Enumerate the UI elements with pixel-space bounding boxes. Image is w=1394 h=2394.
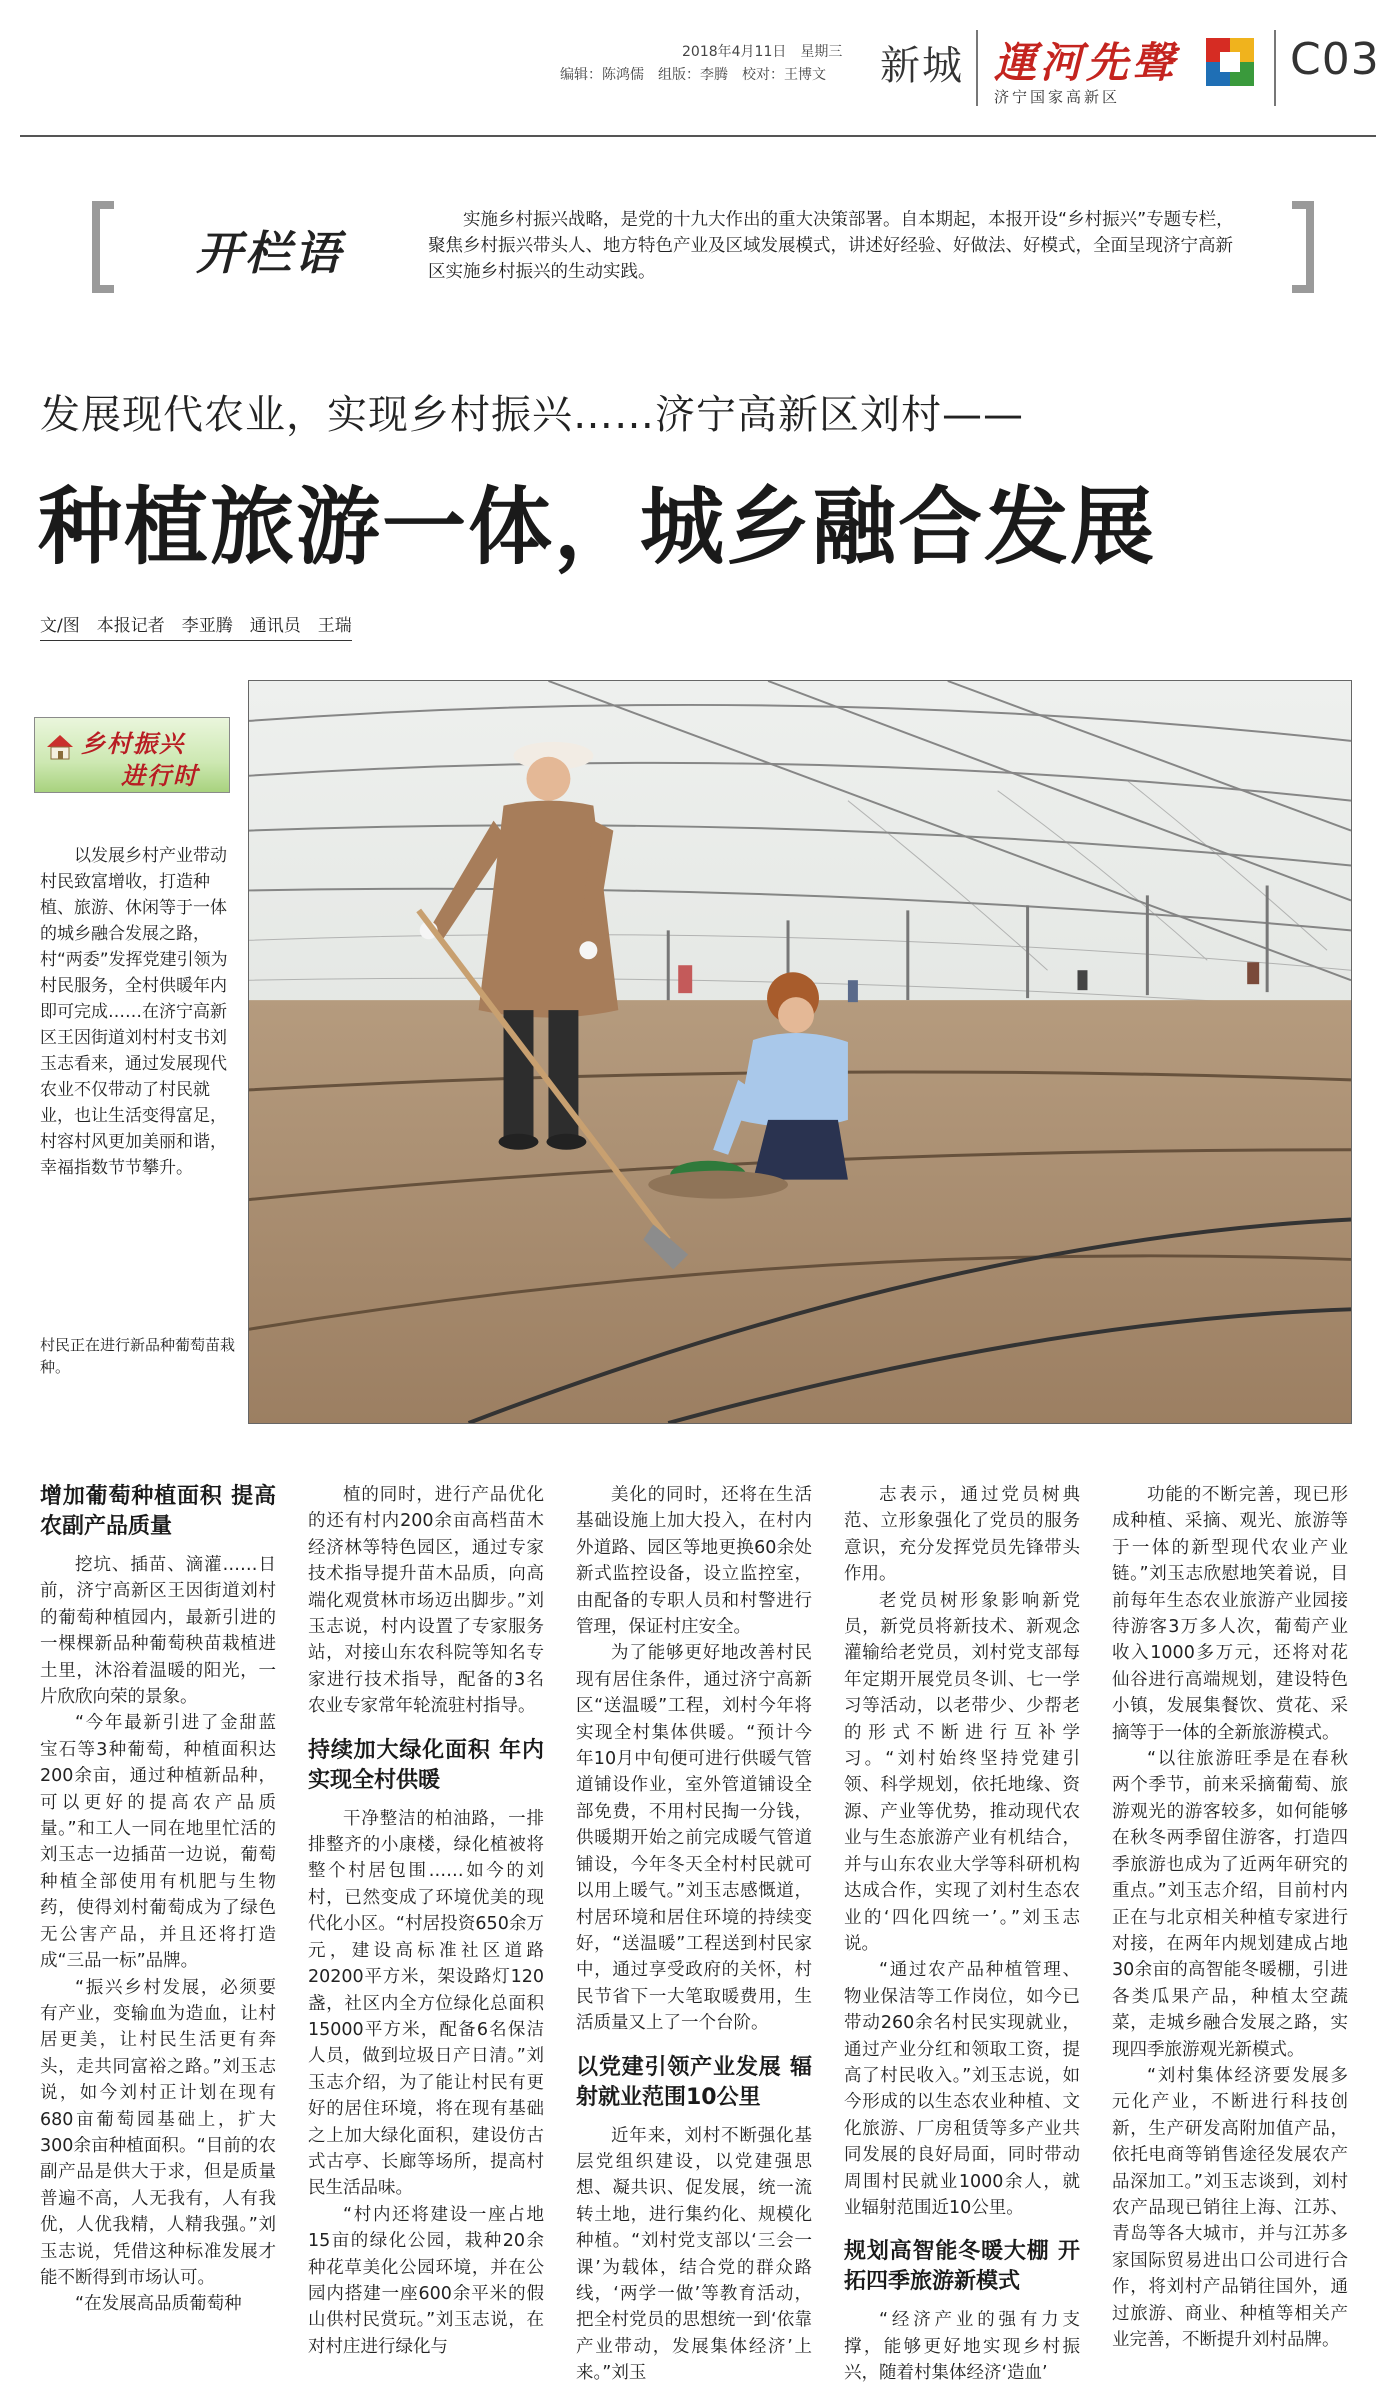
section-subheading: 持续加大绿化面积 年内实现全村供暖: [308, 1737, 544, 1793]
body-paragraph: “经济产业的强有力支撑，能够更好地实现乡村振兴，随着村集体经济‘造血’: [844, 2310, 1080, 2384]
house-icon: [45, 732, 75, 762]
article-byline: 文/图 本报记者 李亚腾 通讯员 王瑞: [40, 611, 352, 641]
masthead-divider: [1274, 30, 1276, 106]
brand-logo-icon: [1204, 36, 1256, 88]
section-subheading: 以党建引领产业发展 辐射就业范围10公里: [576, 2054, 812, 2110]
article-kicker: 发展现代农业，实现乡村振兴……济宁高新区刘村——: [40, 392, 1024, 438]
newspaper-brand: 運河先聲: [994, 38, 1179, 87]
article-photo: [248, 680, 1352, 1424]
editor-credits: 编辑：陈鸿儒 组版：李腾 校对：王博文: [560, 67, 826, 83]
section-name: 新城: [880, 43, 964, 89]
body-paragraph: “村内还将建设一座占地15亩的绿化公园，栽种20余种花草美化公园环境，并在公园内搭建一座600余平米的假山供村民赏玩。”刘玉志说，在对村庄进行绿化与: [308, 2204, 544, 2357]
masthead-divider: [976, 30, 978, 106]
article-headline: 种植旅游一体，城乡融合发展: [38, 477, 1157, 576]
body-paragraph: “振兴乡村发展，必须要有产业，变输血为造血，让村居更美，让村民生活更有奔头，走共同富裕之路。”刘玉志说，如今刘村正计划在现有680亩葡萄园基础上，扩大300余亩种植面积。“目前的农副产品是供大于求，但是质量普遍不高，人无我有，人有我优，人优我精，人精我强。”刘玉志说，凭借这种标准发展才能不断得到市场认可。: [40, 1977, 276, 2288]
article-column-4: [844, 1482, 1080, 2387]
issue-date: 2018年4月11日 星期三: [682, 44, 843, 60]
body-paragraph: “今年最新引进了金甜蓝宝石等3种葡萄，种植面积达200余亩，通过种植新品种，可以更好的提高农产品质量。”和工人一同在地里忙活的刘玉志一边插苗一边说，葡萄种植全部使用有机肥与生物药，使得刘村葡萄成为了绿色无公害产品，并且还将打造成“三品一标”品牌。: [40, 1713, 276, 1972]
body-paragraph: 为了能够更好地改善村民现有居住条件，通过济宁高新区“送温暖”工程，刘村今年将实现全村集体供暖。“预计今年10月中旬便可进行供暖气管道铺设作业，室外管道铺设全部免费，不用村民掏一分钱，供暖期开始之前完成暖气管道铺设，今年冬天全村村民就可以用上暖气。”刘玉志感慨道，村居环境和居住环境的持续变好，“送温暖”工程送到村民家中，通过享受政府的关怀，村民节省下一大笔取暖费用，生活质量又上了一个台阶。: [576, 1643, 812, 2034]
badge-line-2: 进行时: [121, 762, 199, 790]
body-paragraph: 近年来，刘村不断强化基层党组织建设，以党建强思想、凝共识、促发展，统一流转土地，进行集约化、规模化种植。“刘村党支部以‘三会一课’为载体，结合党的群众路线，‘两学一做’等教育活动，把全村党员的思想统一到‘依靠产业带动，发展集体经济’上来。”刘玉: [576, 2125, 812, 2384]
body-paragraph: “刘村集体经济要发展多元化产业，不断进行科技创新，生产研发高附加值产品，依托电商等销售途径发展农产品深加工。”刘玉志谈到，刘村农产品现已销往上海、江苏、青岛等各大城市，并与江苏多家国际贸易进出口公司进行合作，将刘村产品销往国外，通过旅游、商业、种植等相关产业完善，不断提升刘村品牌。: [1112, 2065, 1348, 2350]
section-subheading: 增加葡萄种植面积 提高农副产品质量: [40, 1484, 276, 1539]
photo-caption: 村民正在进行新品种葡萄苗栽种。: [40, 1336, 236, 1376]
intro-bracket-left: [92, 201, 114, 293]
intro-label: 开栏语: [196, 226, 343, 280]
article-column-1: [40, 1482, 276, 2318]
body-paragraph: 干净整洁的柏油路，一排排整齐的小康楼，绿化植被将整个村居包围……如今的刘村，已然变成了环境优美的现代化小区。“村居投资650余万元，建设高标准社区道路20200平方米，架设路灯120盏，社区内全方位绿化总面积15000平方米，配备6名保洁人员，做到垃圾日产日清。”刘玉志介绍，为了能让村民有更好的居住环境，将在现有基础之上加大绿化面积，建设仿古式古亭、长廊等场所，提高村民生活品味。: [308, 1808, 544, 2199]
masthead-rule: [20, 135, 1376, 137]
body-paragraph: 志表示，通过党员树典范、立形象强化了党员的服务意识，充分发挥党员先锋带头作用。: [844, 1485, 1080, 1585]
newspaper-subtitle: 济宁国家高新区: [994, 88, 1121, 106]
badge-line-1: 乡村振兴: [81, 730, 185, 758]
article-column-3: [576, 1482, 812, 2387]
body-paragraph: “通过农产品种植管理、物业保洁等工作岗位，如今已带动260余名村民实现就业，通过产业分红和领取工资，提高了村民收入。”刘玉志说，如今形成的以生态农业种植、文化旅游、厂房租赁等多产业共同发展的良好局面，同时带动周围村民就业1000余人，就业辐射范围近10公里。: [844, 1960, 1080, 2218]
article-column-5: [1112, 1482, 1348, 2353]
column-badge: [34, 717, 230, 793]
section-subheading: 规划高智能冬暖大棚 开拓四季旅游新模式: [844, 2239, 1080, 2295]
body-paragraph: “以往旅游旺季是在春秋两个季节，前来采摘葡萄、旅游观光的游客较多，如何能够在秋冬两季留住游客，打造四季旅游也成为了近两年研究的重点。”刘玉志介绍，目前村内正在与北京相关种植专家进行对接，在两年内规划建成占地30余亩的高智能冬暖棚，引进各类瓜果产品，种植太空蔬菜，走城乡融合发展之路，实现四季旅游观光新模式。: [1112, 1749, 1348, 2060]
body-paragraph: 植的同时，进行产品优化的还有村内200余亩高档苗木经济林等特色园区，通过专家技术指导提升苗木品质，向高端化观赏林市场迈出脚步。”刘玉志说，村内设置了专家服务站，对接山东农科院等知名专家进行技术指导，配备的3名农业专家常年轮流驻村指导。: [308, 1485, 544, 1717]
body-paragraph: “在发展高品质葡萄种: [75, 2294, 242, 2315]
intro-text: 实施乡村振兴战略，是党的十九大作出的重大决策部署。自本期起，本报开设“乡村振兴”专题专栏，聚焦乡村振兴带头人、地方特色产业及区域发展模式，讲述好经验、好做法、好模式，全面呈现济宁高新区实施乡村振兴的生动实践。: [428, 210, 1234, 282]
intro-bracket-right: [1292, 201, 1314, 293]
body-paragraph: 功能的不断完善，现已形成种植、采摘、观光、旅游等于一体的新型现代农业产业链。”刘玉志欣慰地笑着说，目前每年生态农业旅游产业园接待游客3万多人次，葡萄产业收入1000多万元，还将对花仙谷进行高端规划，建设特色小镇，发展集餐饮、赏花、采摘等于一体的全新旅游模式。: [1112, 1485, 1348, 1743]
article-lede: 以发展乡村产业带动村民致富增收，打造种植、旅游、休闲等于一体的城乡融合发展之路，村“两委”发挥党建引领为村民服务，全村供暖年内即可完成……在济宁高新区王因街道刘村村支书刘玉志看来，通过发展现代农业不仅带动了村民就业，也让生活变得富足，村容村风更加美丽和谐，幸福指数节节攀升。: [40, 846, 228, 1178]
body-paragraph: 老党员树形象影响新党员，新党员将新技术、新观念灌输给老党员，刘村党支部每年定期开展党员冬训、七一学习等活动，以老带少、少帮老的形式不断进行互补学习。“刘村始终坚持党建引领、科学规划，依托地缘、资源、产业等优势，推动现代农业与生态旅游产业有机结合，并与山东农业大学等科研机构达成合作，实现了刘村生态农业的‘四化四统一’。”刘玉志说。: [844, 1590, 1080, 1954]
article-column-2: [308, 1482, 544, 2360]
body-paragraph: 美化的同时，还将在生活基础设施上加大投入，在村内外道路、园区等地更换60余处新式监控设备，设立监控室，由配备的专职人员和村警进行管理，保证村庄安全。: [576, 1485, 812, 1638]
page-number: C03: [1290, 34, 1380, 85]
body-paragraph: 挖坑、插苗、滴灌……日前，济宁高新区王因街道刘村的葡萄种植园内，最新引进的一棵棵新品种葡萄秧苗栽植进土里，沐浴着温暖的阳光，一片欣欣向荣的景象。: [40, 1555, 276, 1708]
